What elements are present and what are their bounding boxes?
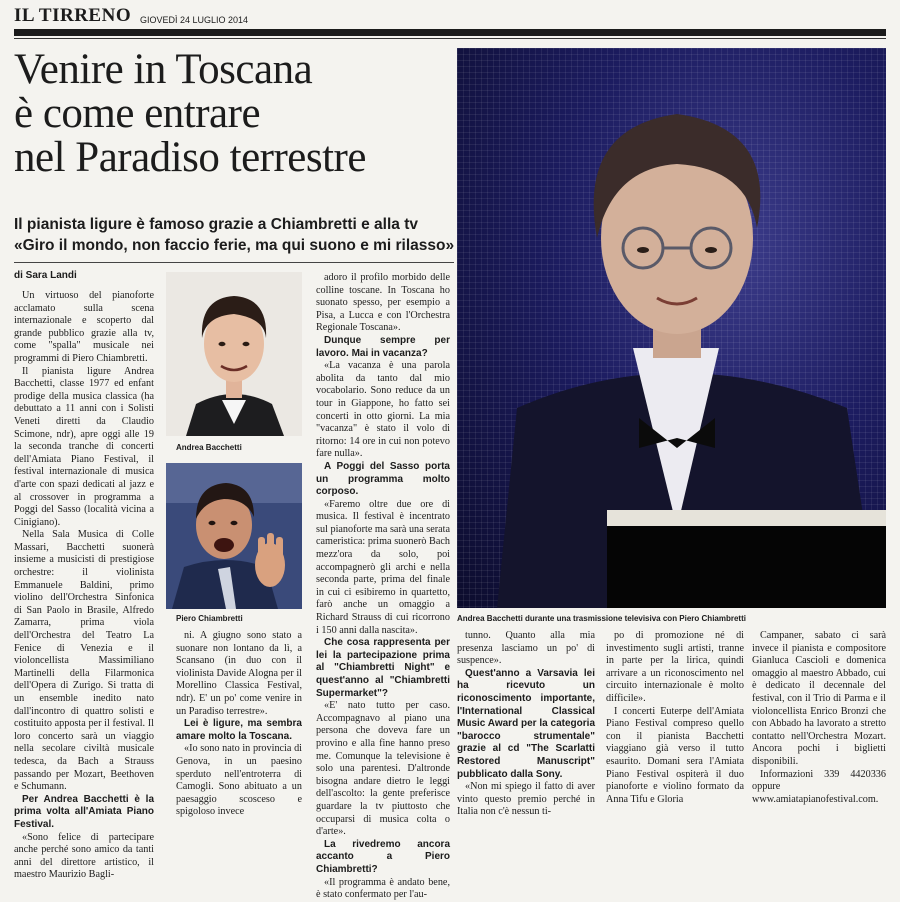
article-paragraph: «Non mi spiego il fatto di aver vinto questo premio perché in Italia non c'è nessun ti- <box>457 781 595 818</box>
masthead-thin-rule <box>14 38 886 39</box>
issue-date: GIOVEDÌ 24 LUGLIO 2014 <box>140 15 249 25</box>
subhead-line: «Giro il mondo, non faccio ferie, ma qui suono e mi rilasso» <box>14 237 455 254</box>
article-paragraph: Informazioni 339 4420336 oppure www.amiatapianofestival.com. <box>752 768 886 805</box>
article-column <box>606 630 744 805</box>
caption-main-photo: Andrea Bacchetti durante una trasmissione televisiva con Piero Chiambretti <box>457 614 746 623</box>
article-paragraph: Un virtuoso del pianoforte acclamato sulla scena internazionale e scoperto dal grande pubblico grazie alla tv, come "spalla" musicale nei programmi di Piero Chiambretti. <box>14 290 154 364</box>
byline: di Sara Landi <box>14 270 77 281</box>
interview-question: La rivedremo ancora accanto a Piero Chiambretti? <box>316 838 450 875</box>
interview-question: A Poggi del Sasso porta un programma molto corposo. <box>316 460 450 498</box>
headline-line: nel Paradiso terrestre <box>14 134 366 181</box>
article-column <box>14 290 154 881</box>
article-column <box>316 272 450 901</box>
main-photo <box>457 48 886 608</box>
article-paragraph: «Sono felice di partecipare anche perché sono amico da tanti anni del direttore artistico, il maestro Maurizio Bagli- <box>14 831 154 881</box>
article-paragraph: «Il programma è andato bene, è stato confermato per l'au- <box>316 876 450 901</box>
chiambretti-photo <box>166 463 302 609</box>
masthead-rule <box>14 29 886 36</box>
bacchetti-portrait <box>166 272 302 436</box>
newspaper-name: IL TIRRENO <box>14 5 132 26</box>
interview-question: Lei è ligure, ma sembra amare molto la Toscana. <box>176 718 302 742</box>
article-paragraph: «Faremo oltre due ore di musica. Il festival è incentrato sul pianoforte ma sarà una serata cameristica: prima suonerò Bach mezz'ora da solo, poi accompagnerò gli archi e nella seconda parte, prima del finale in cui ci esibiremo in quartetto, farò anche un omaggio a Richard Strauss di cui ricorrono i 150 anni dalla nascita». <box>316 498 450 636</box>
article-paragraph: «E' nato tutto per caso. Accompagnavo al piano una persona che doveva fare un provino e alla fine hanno preso me. Comunque la televisione è solo una parentesi. D'altronde bisogna andare dietro le leggi dell'ascolto: la gente preferisce guardare la tv piuttosto che occuparsi di musica colta o d'arte». <box>316 700 450 838</box>
article-paragraph: Il pianista ligure Andrea Bacchetti, classe 1977 ed enfant prodige della musica classica (ha debuttato a 11 anni con i Solisti Veneti diretti da Claudio Scimone, ndr), apre oggi alle 19 la seconda tranche di concerti dell'Amiata Piano Festival, il festival internazionale di musica d'arte con spazi dedicati al jazz e al crossover in programma a Poggi del Sasso (località vicina a Cinigiano). <box>14 365 154 528</box>
interview-question: Che cosa rappresenta per lei la partecipazione prima al "Chiambretti Night" e quest'anno al "Chiambretti Supermarket"? <box>316 637 450 699</box>
article-paragraph: ni. A giugno sono stato a suonare non lontano da lì, a Scansano (in duo con il violinista Davide Alogna per il Morellino Classica Festival, ndr). E' un po' come venire in un Paradiso terrestre». <box>176 630 302 717</box>
bacchetti-photo <box>166 272 302 436</box>
caption-bacchetti: Andrea Bacchetti <box>176 443 242 452</box>
chiambretti-portrait <box>166 463 302 609</box>
article-paragraph: Nella Sala Musica di Colle Massari, Bacchetti suonerà insieme a musicisti di prestigiose orchestre: il violinista Emmanuele Baldini, primo violino dell'Orchestra Sinfonica di San Paolo in Brasile, Alfredo Zamarra, prima viola dell'Orchestra del Teatro La Fenice di Venezia e il violoncellista Massimiliano Martinelli della Filarmonica dell'Opera di Zurigo. Si tratta di un ensemble inedito nato dall'incontro di quattro solisti e costituito apposta per il festival. Il loro concerto sarà un viaggio nella secolare civiltà musicale tedesca, da Bach a Strauss passando per Mozart, Beethoven e Schumann. <box>14 529 154 793</box>
article-paragraph: adoro il profilo morbido delle colline toscane. In Toscana ho suonato spesso, per esempio a Pisa, a Lucca e con l'Orchestra Regionale Toscana». <box>316 272 450 334</box>
article-paragraph: «Io sono nato in provincia di Genova, in un paesino sperduto nell'entroterra di Camogli. Sono abituato a un paesaggio scosceso e spigoloso invece <box>176 743 302 818</box>
headline <box>14 48 454 180</box>
article-paragraph: «La vacanza è una parola abolita da tanto dal mio vocabolario. Sono reduce da un tour in Giappone, ho fatto sei concerti in otto giorni. La mia "vacanza" è stato il volo di ritorno: 14 ore in cui non potevo fare nulla». <box>316 360 450 460</box>
article-paragraph: tunno. Quanto alla mia presenza lasciamo un po' di suspence». <box>457 630 595 667</box>
pianist-figure <box>457 48 886 608</box>
headline-line: Venire in Toscana <box>14 46 313 93</box>
byline-rule <box>14 262 454 263</box>
interview-question: Quest'anno a Varsavia lei ha ricevuto un riconoscimento importante, l'International Classical Music Award per la categoria "barocco strumentale" grazie al cd "The Scarlatti Restored Manuscript" pubblicato dalla Sony. <box>457 667 595 780</box>
headline-line: è come entrare <box>14 90 261 137</box>
article-column <box>457 630 595 818</box>
article-paragraph: po di promozione né di investimento sugli artisti, tranne in parte per la lirica, quindi arrivare a un riconoscimento nel circuito internazionale è molto difficile». <box>606 630 744 704</box>
masthead <box>14 6 886 28</box>
article-column <box>752 630 886 805</box>
subheadline <box>14 214 454 256</box>
interview-question: Per Andrea Bacchetti è la prima volta all'Amiata Piano Festival. <box>14 793 154 830</box>
article-column <box>176 630 302 818</box>
subhead-line: Il pianista ligure è famoso grazie a Chiambretti e alla tv <box>14 216 418 233</box>
article-paragraph: Campaner, sabato ci sarà invece il pianista e compositore Gianluca Cascioli e domenica omaggio al maestro Abbado, cui è dedicato il decennale del festival, con il Trio di Parma e il violoncellista Enrico Bronzi che con Abbado ha lavorato a stretto contatto nell'Orchestra Mozart. Ancora pochi i biglietti disponibili. <box>752 630 886 767</box>
interview-question: Dunque sempre per lavoro. Mai in vacanza? <box>316 334 450 359</box>
article-paragraph: I concerti Euterpe dell'Amiata Piano Festival compreso quello con il pianista Bacchetti viaggiano già verso il tutto esaurito. Domani sera l'Amiata Piano Festival ospiterà il duo pianoforte e violino formato da Anna Tifu e Gloria <box>606 705 744 805</box>
caption-chiambretti: Piero Chiambretti <box>176 614 243 623</box>
